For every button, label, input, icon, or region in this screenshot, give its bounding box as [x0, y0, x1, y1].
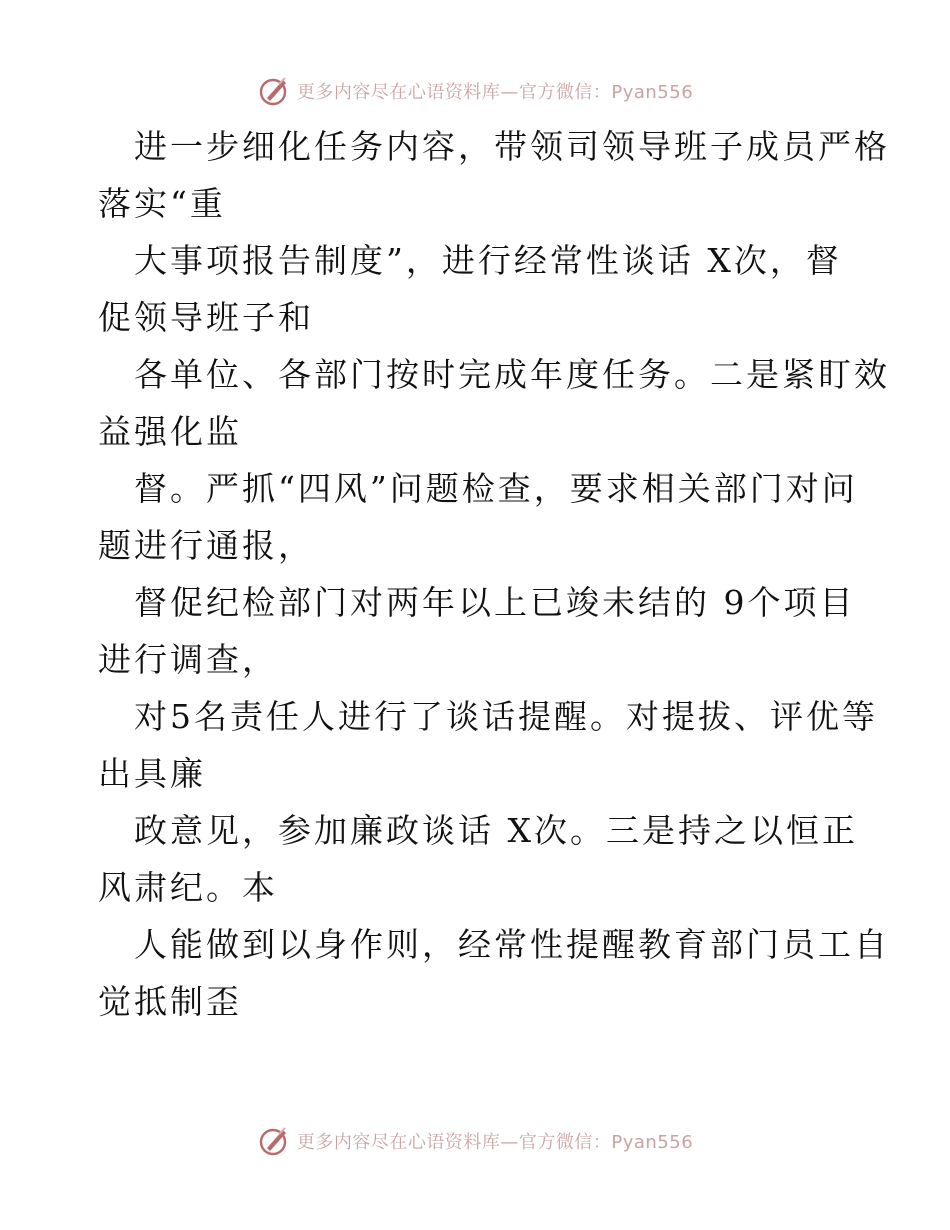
text-line: 大事项报告制度”，进行经常性谈话 X次，督: [134, 241, 842, 280]
text-line: 政意见，参加廉政谈话 X次。三是持之以恒正: [134, 811, 858, 850]
text-line: 人能做到以身作则，经常性提醒教育部门员工自: [134, 925, 890, 964]
text-line: 督。严抓“四风”问题检查，要求相关部门对问: [134, 469, 858, 508]
text-line: 对5名责任人进行了谈话提醒。对提拔、评优等: [134, 697, 878, 736]
text-line: 益强化监: [98, 412, 242, 451]
footer-watermark: [0, 1124, 950, 1158]
text-line: 进一步细化任务内容，带领司领导班子成员严格: [134, 127, 890, 166]
document-body: [98, 118, 890, 1030]
text-line: 督促纪检部门对两年以上已竣未结的 9个项目: [134, 583, 856, 622]
header-watermark: [0, 74, 950, 108]
text-line: 落实“重: [98, 184, 226, 223]
text-line: 进行调查，: [98, 640, 278, 679]
text-line: 风肃纪。本: [98, 868, 278, 907]
text-line: 题进行通报，: [98, 526, 314, 565]
text-line: 觉抵制歪: [98, 982, 242, 1021]
text-line: 促领导班子和: [98, 298, 314, 337]
text-line: 出具廉: [98, 754, 206, 793]
watermark-text: 更多内容尽在心语资料库—官方微信：Pyan556: [296, 82, 694, 103]
quill-logo-icon: [257, 74, 291, 108]
watermark-text: 更多内容尽在心语资料库—官方微信：Pyan556: [296, 1132, 694, 1153]
text-line: 各单位、各部门按时完成年度任务。二是紧盯效: [134, 355, 890, 394]
quill-logo-icon: [257, 1124, 291, 1158]
